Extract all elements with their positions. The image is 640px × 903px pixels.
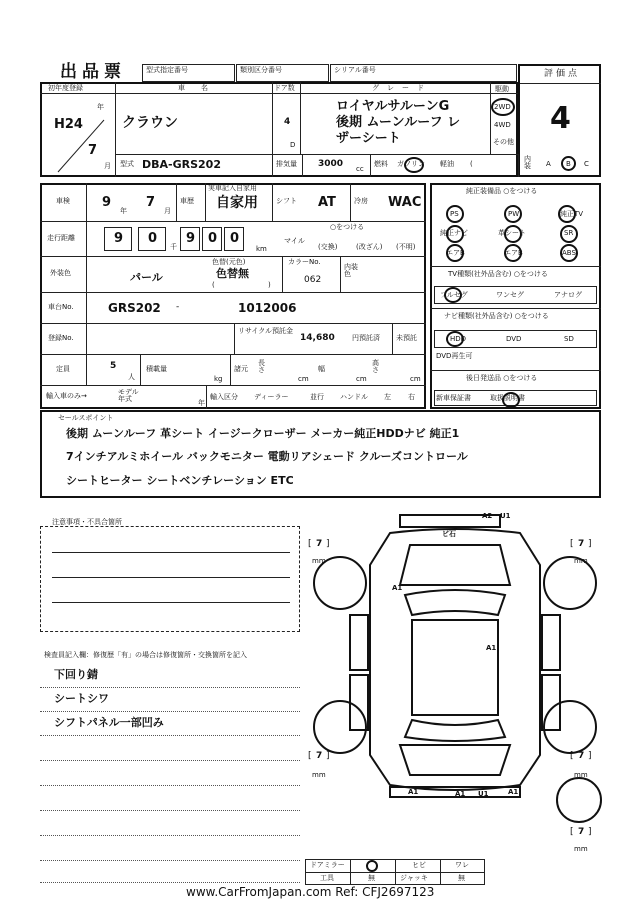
chassis-number: 1012006	[238, 301, 297, 315]
mark-u1-top: U1	[500, 512, 511, 520]
manual-circle	[502, 392, 520, 408]
tire-spare: 7	[578, 827, 585, 837]
tire-front-right: 7	[578, 539, 585, 549]
mileage-digit-4: 0	[208, 231, 218, 246]
displacement-value: 3000	[318, 159, 344, 169]
score-value: 4	[550, 101, 571, 136]
details-box	[40, 183, 426, 409]
inspector-line-1: 下回り錆	[54, 668, 98, 681]
first-reg-year: H24	[54, 117, 83, 132]
mileage-digit-2: 0	[148, 231, 158, 246]
mark-a1-right: A1	[486, 644, 497, 652]
grade-line-1: ロイヤルサルーンG	[336, 99, 450, 114]
navi-hdd-circle	[446, 331, 464, 347]
car-diagram	[300, 505, 610, 805]
mark-a1-rear-right: A1	[508, 788, 519, 796]
mileage-digit-1: 9	[114, 231, 124, 246]
usage-value: 自家用	[216, 195, 258, 211]
mark-chip: ビ石	[442, 530, 456, 538]
interior-b-circle	[561, 156, 576, 171]
fuel-gasoline-circle	[404, 157, 424, 173]
diagonal-slash-icon	[52, 118, 110, 174]
mirror-circle	[366, 860, 378, 872]
class-number-box: 類別区分番号	[236, 64, 329, 82]
footer-reference: www.CarFromJapan.com Ref: CFJ2697123	[186, 885, 435, 899]
car-name: クラウン	[122, 115, 178, 131]
grade-line-3: ザーシート	[336, 131, 401, 146]
inspection-year: 9	[102, 195, 112, 210]
mark-a1-left-front: A1	[392, 584, 403, 592]
serial-number-box: シリアル番号	[330, 64, 517, 82]
inspector-line-3: シフトパネル一部凹み	[54, 716, 164, 729]
tire-front-left: 7	[316, 539, 323, 549]
grade-line-2: 後期 ムーンルーフ レ	[336, 115, 461, 130]
mileage-digit-3: 9	[186, 231, 196, 246]
cert-number-box: 型式指定番号	[142, 64, 235, 82]
shift-value: AT	[318, 195, 336, 210]
capacity-value: 5	[110, 361, 117, 371]
inspector-line-2: シートシワ	[54, 692, 109, 705]
notes-box	[40, 526, 300, 632]
sales-line-2: 7インチアルミホイール バックモニター 電動リアシェード クルーズコントロール	[66, 450, 468, 463]
mileage-digit-5: 0	[230, 231, 240, 246]
mark-a1-rear-center: A1	[455, 790, 466, 798]
color-change: 色替無	[216, 267, 249, 280]
ac-value: WAC	[388, 195, 422, 210]
score-box: 評価点 4	[518, 64, 601, 177]
exterior-color: パール	[130, 271, 163, 284]
color-number: 062	[304, 275, 322, 285]
chassis-model: GRS202	[108, 301, 161, 315]
inspection-month: 7	[146, 195, 156, 210]
tv-fullseg-circle	[444, 287, 462, 303]
first-reg-month: 7	[88, 143, 98, 158]
sales-line-3: シートヒーター シートベンチレーション ETC	[66, 474, 294, 487]
mark-a2: A2	[482, 512, 493, 520]
drive-2wd-circle	[491, 98, 515, 116]
recycle-amount: 14,680	[300, 333, 335, 343]
mark-a1-rear-left: A1	[408, 788, 419, 796]
model-code: DBA-GRS202	[142, 158, 221, 171]
mark-u1-rear: U1	[478, 790, 489, 798]
door-count: 4	[284, 117, 291, 127]
sales-line-1: 後期 ムーンルーフ 革シート イージークローザー メーカー純正HDDナビ 純正1	[66, 427, 460, 440]
tire-rear-right: 7	[578, 751, 585, 761]
form-title: 出品票	[60, 62, 126, 82]
tire-rear-left: 7	[316, 751, 323, 761]
